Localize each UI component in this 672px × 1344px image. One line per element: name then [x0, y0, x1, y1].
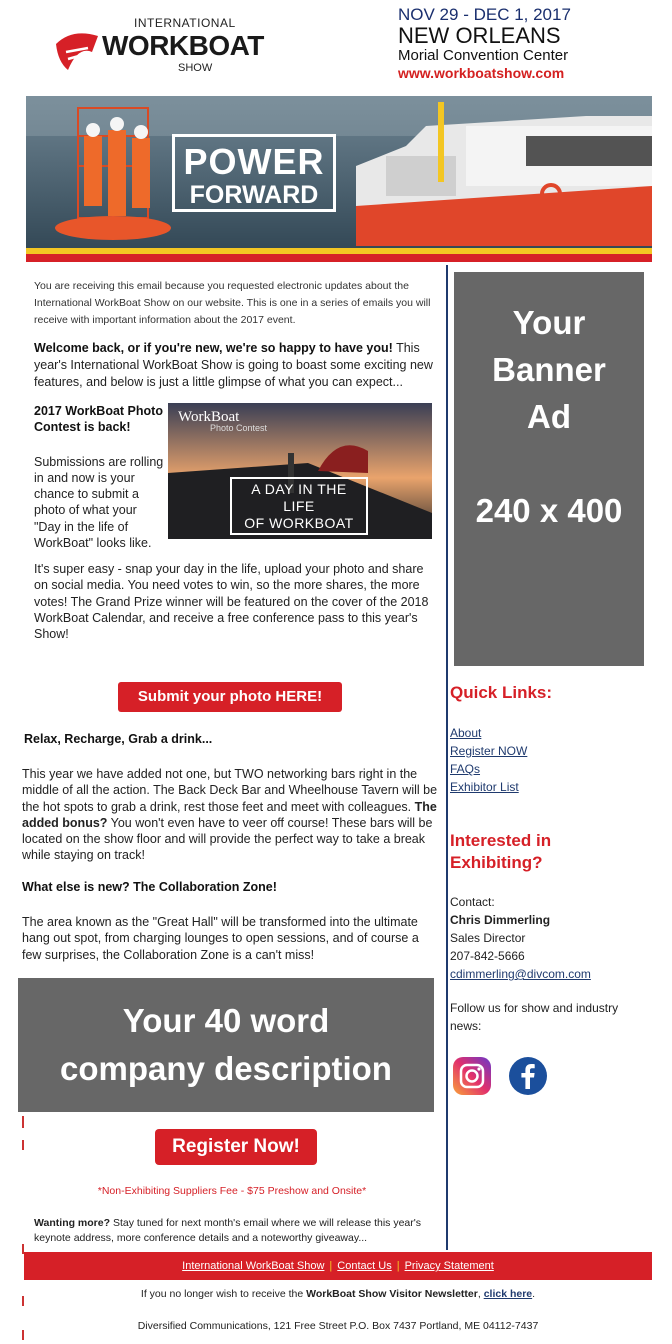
quick-link-faqs[interactable]: FAQs — [450, 762, 481, 776]
edge-mark — [22, 1140, 24, 1150]
hero-banner-image — [26, 96, 652, 260]
intro-text: You are receiving this email because you requested electronic updates about the International WorkBoat Show on our website. This is one in a series of emails you will receive with important information about the 2017 event. — [34, 280, 431, 326]
column-divider — [446, 265, 448, 1250]
photo-image-line2: OF WORKBOAT — [244, 514, 354, 531]
welcome-bold: Welcome back, or if you're new, we're so happy to have you! — [34, 341, 393, 356]
photo-image-line1: A DAY IN THE LIFE — [251, 481, 347, 514]
contact-label: Contact: — [450, 895, 495, 909]
unsubscribe-line — [24, 1288, 652, 1300]
collaboration-heading: What else is new? The Collaboration Zone! — [22, 880, 277, 894]
photo-contest-body: Submissions are rolling in and now is your chance to submit a photo of what your "Day in the life of WorkBoat" looks like. — [34, 454, 164, 550]
hero-line1: POWER — [183, 141, 325, 182]
day-in-life-label — [230, 477, 368, 535]
unsub-comma: , — [477, 1288, 484, 1300]
footer-link-show[interactable]: International WorkBoat Show — [182, 1260, 325, 1272]
wanting-more-paragraph — [34, 1216, 444, 1245]
fee-note: *Non-Exhibiting Suppliers Fee - $75 Preshow and Onsite* — [97, 1185, 367, 1197]
banner-line1: Your — [512, 304, 586, 341]
hero-line2: FORWARD — [189, 181, 319, 209]
email-header — [0, 0, 672, 92]
instagram-icon[interactable] — [452, 1056, 492, 1096]
event-url-link[interactable]: www.workboatshow.com — [398, 64, 565, 81]
logo-line2: WORKBOAT — [102, 30, 264, 61]
more-rest: Stay tuned for next month's email where we will release this year's keynote address, more conference details and a noteworthy giveaway... — [34, 1217, 422, 1244]
logo-line1: INTERNATIONAL — [134, 16, 236, 30]
quick-link-about[interactable]: About — [450, 726, 482, 740]
relax-paragraph — [22, 766, 440, 864]
more-bold: Wanting more? — [34, 1217, 111, 1229]
banner-ad-placeholder[interactable] — [454, 272, 644, 666]
power-forward-title — [172, 134, 336, 212]
welcome-rest: This year's International WorkBoat Show is going to boast some exciting new features, and below is just a little glimpse of what you can expect... — [34, 341, 433, 390]
banner-line3: Ad — [527, 398, 571, 435]
follow-text: Follow us for show and industry news: — [450, 1001, 619, 1033]
photo-image-sub: Photo Contest — [210, 423, 268, 434]
photo-contest-heading: 2017 WorkBoat Photo Contest is back! — [34, 404, 163, 435]
company-description-placeholder — [18, 978, 434, 1112]
hero-red-stripe — [26, 254, 652, 262]
photo-contest-text — [34, 403, 166, 551]
contact-email-link[interactable]: cdimmerling@divcom.com — [450, 967, 591, 981]
relax-body-b: You won't even have to veer off course! These bars will be located on the show floor and will provide the perfect way to take a break while staying on track! — [22, 815, 433, 863]
photo-contest-section — [34, 403, 440, 553]
hero-scene — [26, 96, 652, 260]
relax-body-bold: The added bonus? — [22, 799, 437, 830]
unsub-end: . — [532, 1288, 536, 1300]
relax-body-a: This year we have added not one, but TWO networking bars right in the middle of all the action. The Back Deck Bar and Wheelhouse Tavern will be the hot spots to grab a drink, rest those feet and meet with colleagues. — [22, 767, 438, 814]
sail-logo-icon — [52, 26, 100, 74]
register-now-button[interactable]: Register Now! — [155, 1129, 317, 1165]
collaboration-paragraph: The area known as the "Great Hall" will be transformed into the ultimate hang out spot, from charging lounges to open sessions, and of course a few surprises, the Collaboration Zone is a can't miss! — [22, 915, 419, 962]
exhibiting-title: Interested in Exhibiting? — [450, 831, 552, 873]
welcome-paragraph — [34, 340, 440, 391]
event-info — [398, 6, 668, 80]
footer-link-bar — [24, 1252, 652, 1280]
photo-image-brand: WorkBoat — [178, 409, 240, 426]
quick-link-register[interactable]: Register NOW — [450, 744, 528, 758]
contact-role: Sales Director — [450, 931, 526, 945]
footer-separator: | — [396, 1260, 400, 1272]
footer-separator: | — [329, 1260, 333, 1272]
photo-contest-image[interactable] — [168, 403, 432, 539]
main-column — [34, 278, 440, 642]
contact-phone: 207-842-5666 — [450, 949, 525, 963]
desc-line2: company description — [60, 1050, 392, 1087]
footer-link-contact[interactable]: Contact Us — [337, 1260, 392, 1272]
banner-line4: 240 x 400 — [475, 492, 623, 529]
contact-name: Chris Dimmerling — [450, 913, 551, 927]
logo-line3: SHOW — [178, 62, 213, 74]
unsubscribe-link[interactable]: click here — [483, 1288, 533, 1300]
quick-links-list — [450, 724, 527, 796]
company-address: Diversified Communications, 121 Free Street P.O. Box 7437 Portland, ME 04112-7437 — [137, 1320, 539, 1332]
relax-heading: Relax, Recharge, Grab a drink... — [24, 732, 213, 746]
contact-block — [450, 893, 660, 983]
edge-mark — [22, 1116, 24, 1128]
banner-line2: Banner — [492, 351, 606, 388]
event-venue: Morial Convention Center — [398, 46, 569, 64]
workboat-show-logo[interactable] — [52, 12, 262, 78]
facebook-icon[interactable] — [508, 1056, 548, 1096]
quick-links-title: Quick Links: — [450, 683, 553, 702]
desc-line1: Your 40 word — [122, 1002, 330, 1039]
unsub-newsletter-name: WorkBoat Show Visitor Newsletter — [306, 1288, 478, 1300]
easy-paragraph: It's super easy - snap your day in the life, upload your photo and share on social media. You need votes to win, so the more shares, the more votes! The Grand Prize winner will be featured on the cover of the 2018 WorkBoat Calendar, and receive a free conference pass to this year's Show! — [34, 562, 429, 642]
footer-link-privacy[interactable]: Privacy Statement — [404, 1260, 494, 1272]
event-city: NEW ORLEANS — [398, 22, 561, 48]
event-dates: NOV 29 - DEC 1, 2017 — [398, 5, 571, 24]
unsub-text: If you no longer wish to receive the — [140, 1288, 307, 1300]
submit-photo-button[interactable]: Submit your photo HERE! — [118, 682, 342, 712]
quick-link-exhibitor-list[interactable]: Exhibitor List — [450, 780, 519, 794]
